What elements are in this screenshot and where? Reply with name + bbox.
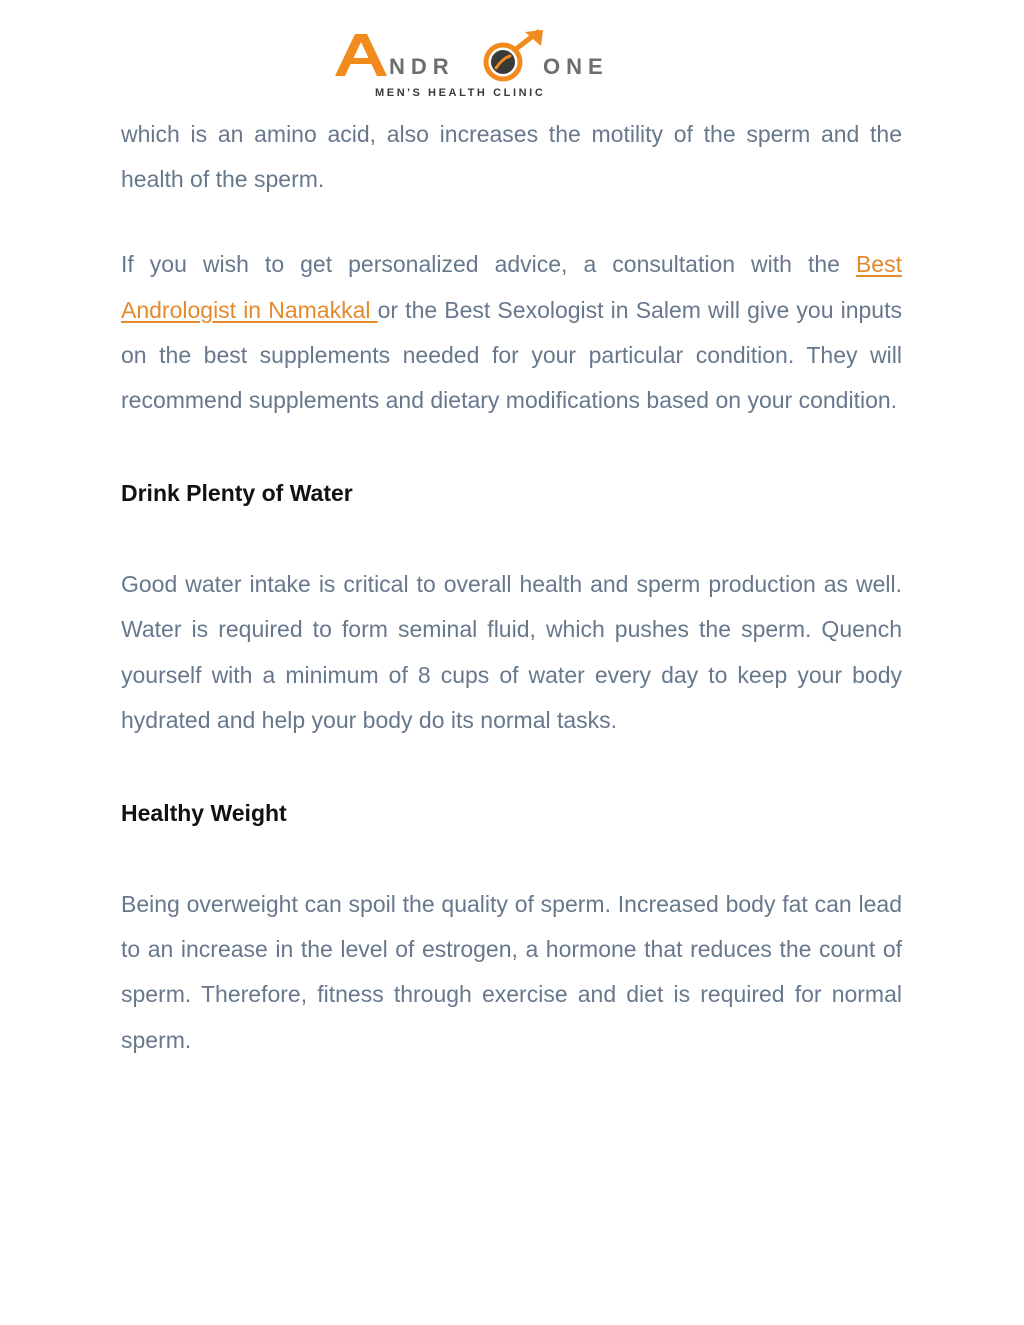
article-body [121, 112, 902, 1063]
section-spacer [121, 743, 902, 798]
heading-spacer [121, 828, 902, 882]
paragraph-amino-acid: which is an amino acid, also increases the motility of the sperm and the health of the sperm. [121, 121, 902, 193]
paragraph-consultation [121, 242, 902, 423]
paragraph-overweight: Being overweight can spoil the quality of sperm. Increased body fat can lead to an increase in the level of estrogen, a hormone that reduces the count of sperm. Therefore, fitness through exercise and diet is required for normal sperm. [121, 891, 902, 1053]
heading-spacer [121, 508, 902, 562]
section-spacer [121, 423, 902, 478]
consultation-text-before: If you wish to get personalized advice, a consultation with the [121, 251, 856, 278]
male-symbol-icon [486, 30, 543, 79]
clinic-logo [333, 28, 633, 100]
logo-letter-a-shape [335, 34, 387, 76]
logo-wordmark-right: ONE [543, 54, 609, 79]
logo-tagline: MEN'S HEALTH CLINIC [375, 87, 546, 99]
consultation-text-after: or the Best Sexologist in Salem will give you inputs on the best supplements needed for your particular condition. They will recommend supplements and dietary modifications based on your condition. [121, 296, 902, 414]
paragraph-water-intake: Good water intake is critical to overall health and sperm production as well. Water is required to form seminal fluid, which pushes the sperm. Quench yourself with a minimum of 8 cups of water every day to keep your body hydrated and help your body do its normal tasks. [121, 571, 902, 733]
logo-wordmark-left: NDR [389, 54, 455, 79]
androone-logo-graphic [333, 28, 633, 100]
heading-healthy-weight: Healthy Weight [121, 800, 287, 827]
heading-drink-water: Drink Plenty of Water [121, 480, 353, 507]
best-andrologist-link[interactable]: Best Andrologist in Namakkal [121, 251, 902, 323]
paragraph-spacer [121, 202, 902, 242]
logo-letter-a-bar [350, 58, 372, 64]
